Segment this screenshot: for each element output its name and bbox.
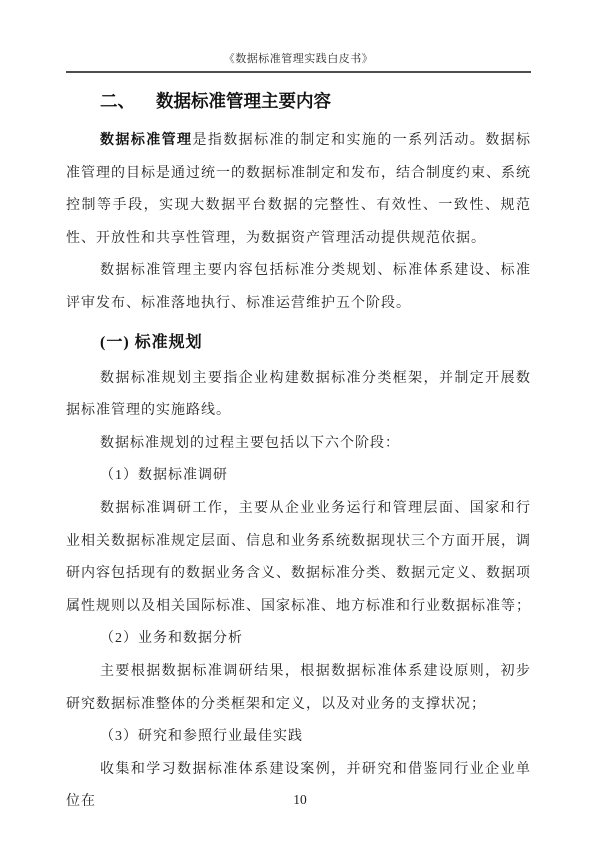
paragraph: （1）数据标准调研 — [100, 468, 228, 484]
paragraph: （3）研究和参照行业最佳实践 — [100, 729, 303, 745]
paragraph: 数据标准管理是指数据标准的制定和实施的一系列活动。数据标准管理的目标是通过统一的数据标准制定和发布，结合制度约束、系统控制等手段，实现大数据平台数据的完整性、有效性、一致性、规范性、开放性和共享性管理，为数据资产管理活动提供规范依据。 — [66, 133, 532, 246]
content — [66, 125, 531, 819]
header-divider — [66, 71, 531, 73]
paragraph: 数据标准调研工作，主要从企业业务运行和管理层面、国家和行业相关数据标准规定层面、信息和业务系统数据现状三个方面开展，调研内容包括现有的数据业务含义、数据标准分类、数据元定义、数据项属性规则以及相关国际标准、国家标准、地方标准和行业数据标准等； — [66, 500, 531, 614]
paragraph: （2）业务和数据分析 — [100, 631, 243, 647]
header-title: 《数据标准管理实践白皮书》 — [223, 53, 374, 65]
page-number: 10 — [293, 792, 307, 807]
heading-title: 数据标准管理主要内容 — [156, 91, 331, 111]
paragraph-bold-lead: 数据标准管理 — [100, 133, 193, 148]
page-heading — [100, 89, 531, 113]
section-heading: (一) 标准规划 — [100, 333, 203, 351]
heading-number: 二、 — [100, 91, 135, 111]
paragraph: 数据标准规划的过程主要包括以下六个阶段： — [100, 435, 400, 451]
paragraph: 收集和学习数据标准体系建设案例，并研究和借鉴同行业企业单位在 — [66, 761, 531, 810]
paragraph: 数据标准管理主要内容包括标准分类规划、标准体系建设、标准评审发布、标准落地执行、标准运营维护五个阶段。 — [66, 263, 531, 311]
paragraph: 数据标准规划主要指企业构建数据标准分类框架，并制定开展数据标准管理的实施路线。 — [66, 370, 531, 419]
paragraph: 主要根据数据标准调研结果，根据数据标准体系建设原则，初步研究数据标准整体的分类框架和定义，以及对业务的支撑状况； — [66, 663, 531, 712]
